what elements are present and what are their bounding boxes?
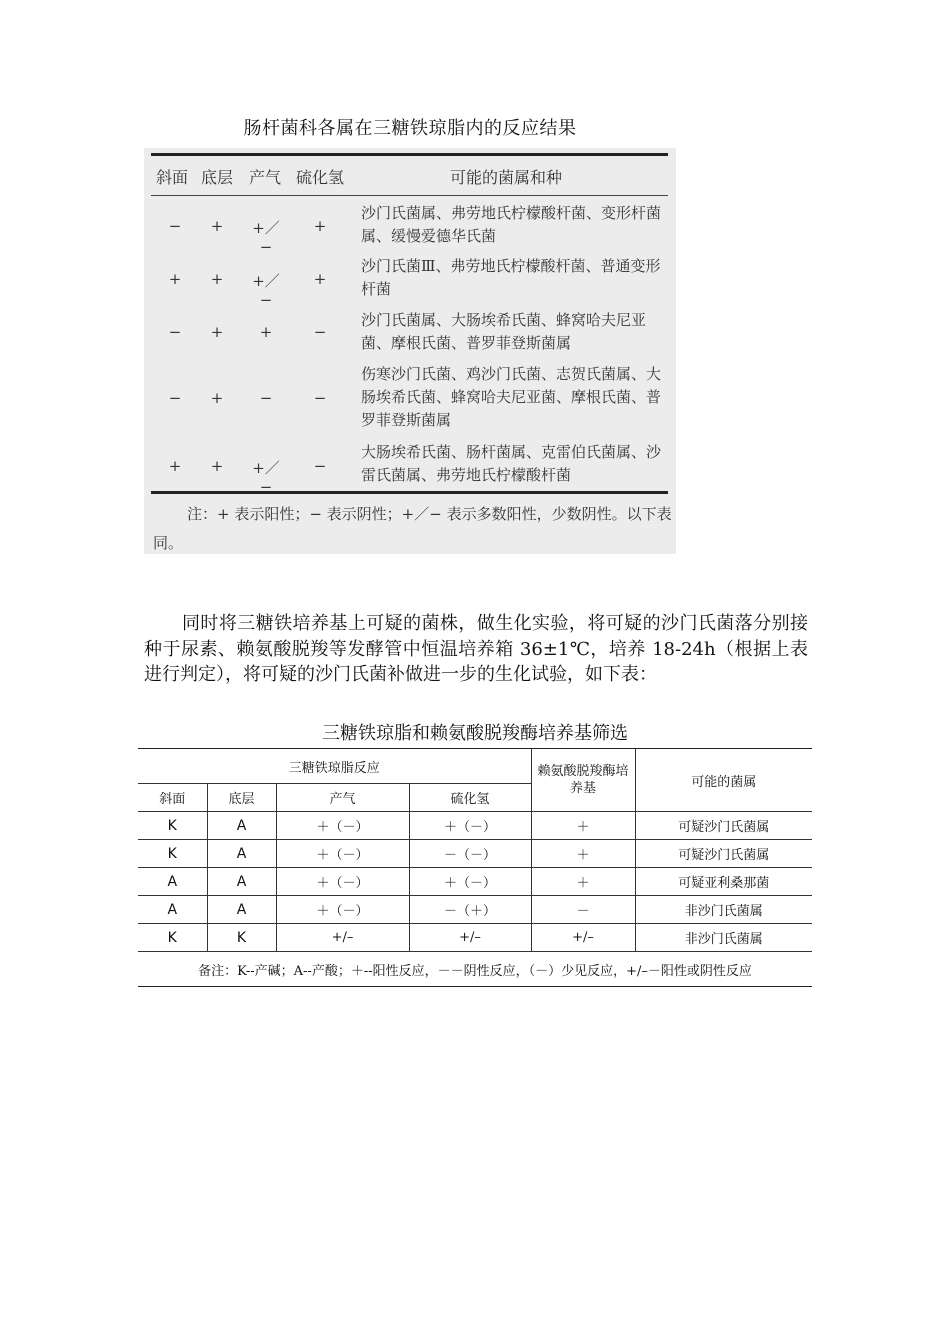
- table-cell: ＋（－）: [276, 812, 409, 840]
- table-cell: +/–: [276, 924, 409, 952]
- table-cell: K: [138, 924, 207, 952]
- table1-genus: 大肠埃希氏菌、肠杆菌属、克雷伯氏菌属、沙雷氏菌属、弗劳地氏柠檬酸杆菌: [361, 443, 662, 484]
- table-row: [138, 868, 812, 896]
- table-cell: A: [207, 868, 276, 896]
- table1-genus: 沙门氏菌Ⅲ、弗劳地氏柠檬酸杆菌、普通变形杆菌: [361, 257, 661, 298]
- table1-cell: −: [168, 217, 182, 235]
- table1-header-h2s: 硫化氢: [296, 168, 345, 187]
- table1-genus: 沙门氏菌属、大肠埃希氏菌、蜂窝哈夫尼亚菌、摩根氏菌、普罗菲登斯菌属: [361, 311, 647, 352]
- table1-cell: +: [259, 323, 273, 341]
- table-cell: ＋（－）: [409, 812, 531, 840]
- table-cell: A: [138, 868, 207, 896]
- table-cell: 可疑沙门氏菌属: [635, 812, 812, 840]
- table1-genus: 沙门氏菌属、弗劳地氏柠檬酸杆菌、变形杆菌属、缓慢爱德华氏菌: [361, 204, 662, 245]
- table2-lysine-header: 赖氨酸脱羧酶培养基: [531, 749, 635, 812]
- table-cell: ＋: [531, 868, 635, 896]
- table1-header-bottom: 底层: [201, 168, 234, 187]
- table-cell: +/–: [531, 924, 635, 952]
- table-cell: K: [138, 840, 207, 868]
- table-cell: +/–: [409, 924, 531, 952]
- table2-subheader-slant: 斜面: [138, 784, 207, 812]
- table2-subheader-gas: 产气: [276, 784, 409, 812]
- table2-group-header: 三糖铁琼脂反应: [138, 749, 531, 784]
- table-cell: ＋: [531, 812, 635, 840]
- table1-cell: +／−: [252, 459, 280, 496]
- table2-note: 备注：K--产碱；A--产酸；＋--阳性反应，－－阴性反应，（－）少见反应，+/–－阳性或阴性反应: [138, 952, 812, 987]
- table1-caption: 肠杆菌科各属在三糖铁琼脂内的反应结果: [243, 118, 577, 139]
- table1-cell: −: [313, 323, 327, 341]
- table1-cell: +／−: [252, 272, 280, 309]
- table-cell: 非沙门氏菌属: [635, 896, 812, 924]
- table1-note: 注：+ 表示阳性；− 表示阴性；+／− 表示多数阳性，少数阴性。以下表同。: [153, 505, 672, 552]
- body-paragraph: 同时将三糖铁培养基上可疑的菌株，做生化实验，将可疑的沙门氏菌落分别接种于尿素、赖氨酸脱羧等发酵管中恒温培养箱 36±1℃，培养 18-24h（根据上表进行判定），将可疑的沙门氏菌补做进一步的生化试验，如下表：: [144, 613, 808, 685]
- table1-header-gas: 产气: [249, 168, 282, 187]
- table-cell: 可疑亚利桑那菌: [635, 868, 812, 896]
- table-cell: A: [138, 896, 207, 924]
- table1-genus: 伤寒沙门氏菌、鸡沙门氏菌、志贺氏菌属、大肠埃希氏菌、蜂窝哈夫尼亚菌、摩根氏菌、普罗菲登斯菌属: [361, 365, 662, 429]
- table1-cell: +: [210, 323, 224, 341]
- table-cell: ＋（－）: [276, 868, 409, 896]
- table-cell: －: [531, 896, 635, 924]
- table1-cell: +: [313, 217, 327, 235]
- table1-cell: +: [313, 270, 327, 288]
- table-cell: A: [207, 840, 276, 868]
- table2-genus-header: 可能的菌属: [635, 749, 812, 812]
- table-cell: ＋: [531, 840, 635, 868]
- table1-cell: +／−: [252, 219, 280, 256]
- table-cell: 非沙门氏菌属: [635, 924, 812, 952]
- table1-top-rule: [151, 153, 668, 156]
- table1-cell: +: [210, 217, 224, 235]
- table-row: [138, 840, 812, 868]
- table2-subheader-bottom: 底层: [207, 784, 276, 812]
- table1-cell: −: [313, 457, 327, 475]
- table-cell: ＋（－）: [276, 896, 409, 924]
- table1-cell: +: [168, 270, 182, 288]
- table-cell: A: [207, 896, 276, 924]
- table1-cell: −: [313, 389, 327, 407]
- table1-header-rule: [151, 195, 668, 196]
- table1-cell: −: [168, 389, 182, 407]
- table2: [138, 748, 812, 987]
- table1-cell: +: [210, 389, 224, 407]
- table1-bottom-rule: [151, 491, 668, 494]
- table-row: [138, 924, 812, 952]
- table-cell: A: [207, 812, 276, 840]
- table-row: [138, 896, 812, 924]
- table-cell: ＋（－）: [409, 868, 531, 896]
- table1-header-slant: 斜面: [156, 168, 189, 187]
- table-cell: ＋（－）: [276, 840, 409, 868]
- table-cell: －（－）: [409, 840, 531, 868]
- table1-header-genus: 可能的菌属和种: [450, 168, 563, 187]
- table2-subheader-h2s: 硫化氢: [409, 784, 531, 812]
- table-cell: K: [207, 924, 276, 952]
- table-row: [138, 812, 812, 840]
- table-cell: K: [138, 812, 207, 840]
- table-cell: －（＋）: [409, 896, 531, 924]
- table1-cell: −: [259, 389, 273, 407]
- table1-cell: +: [168, 457, 182, 475]
- table-cell: 可疑沙门氏菌属: [635, 840, 812, 868]
- table1-cell: −: [168, 323, 182, 341]
- table1-cell: +: [210, 457, 224, 475]
- table2-caption: 三糖铁琼脂和赖氨酸脱羧酶培养基筛选: [322, 723, 628, 744]
- table1-cell: +: [210, 270, 224, 288]
